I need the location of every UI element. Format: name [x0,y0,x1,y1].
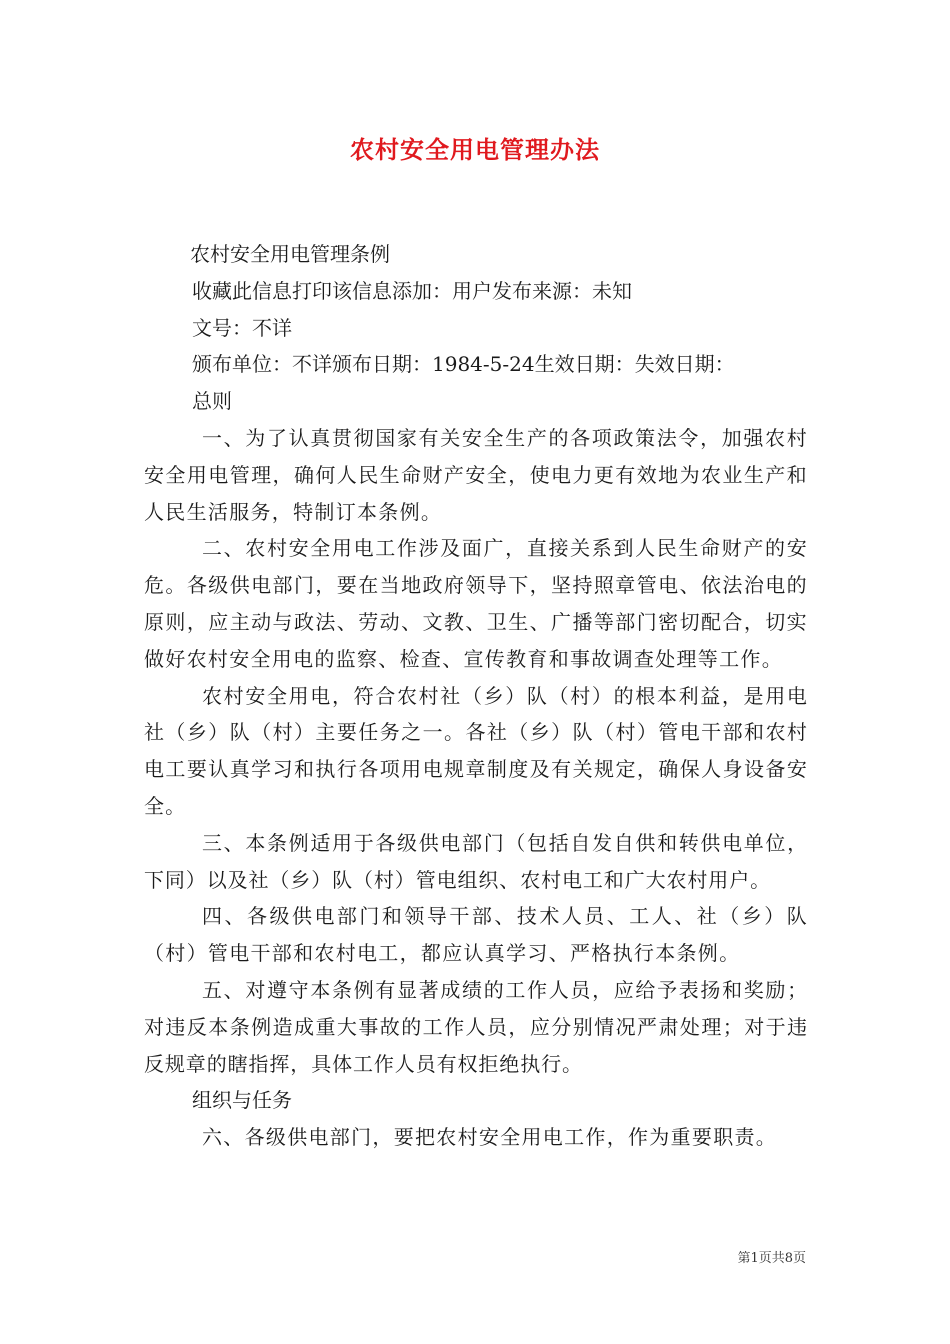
subtitle-line: 农村安全用电管理条例 [190,242,390,266]
paragraph-article-4: 四、各级供电部门和领导干部、技术人员、工人、社（乡）队（村）管电干部和农村电工，都应认真学习、严格执行本条例。 [144,904,808,966]
paragraph-rural-safety: 农村安全用电，符合农村社（乡）队（村）的根本利益，是用电社（乡）队（村）主要任务之一。各社（乡）队（村）管电干部和农村电工要认真学习和执行各项用电规章制度及有关规定，确保人身设备安全。 [144,683,808,818]
page-number-footer: 第1页共8页 [737,1251,806,1266]
paragraph-article-5: 五、对遵守本条例有显著成绩的工作人员，应给予表扬和奖励；对违反本条例造成重大事故的工作人员，应分别情况严肃处理；对于违反规章的瞎指挥，具体工作人员有权拒绝执行。 [144,977,808,1076]
document-title: 农村安全用电管理办法 [350,135,600,164]
document-body [144,236,808,1156]
section-heading-general: 总则 [192,389,232,414]
paragraph-article-3: 三、本条例适用于各级供电部门（包括自发自供和转供电单位，下同）以及社（乡）队（村）管电组织、农村电工和广大农村用户。 [144,830,808,892]
paragraph-article-2: 二、农村安全用电工作涉及面广，直接关系到人民生命财产的安危。各级供电部门，要在当地政府领导下，坚持照章管电、依法治电的原则，应主动与政法、劳动、文教、卫生、广播等部门密切配合，切实做好农村安全用电的监察、检查、宣传教育和事故调查处理等工作。 [144,536,808,671]
meta-source-line: 收藏此信息打印该信息添加：用户发布来源：未知 [192,278,632,303]
meta-docno-line: 文号：不详 [192,315,292,340]
paragraph-article-1: 一、为了认真贯彻国家有关安全生产的各项政策法令，加强农村安全用电管理，确何人民生命财产安全，使电力更有效地为农业生产和人民生活服务，特制订本条例。 [144,425,808,524]
paragraph-article-6: 六、各级供电部门，要把农村安全用电工作，作为重要职责。 [202,1125,778,1150]
section-heading-organization: 组织与任务 [192,1088,292,1113]
meta-issue-line: 颁布单位：不详颁布日期：1984-5-24生效日期：失效日期： [192,352,735,377]
